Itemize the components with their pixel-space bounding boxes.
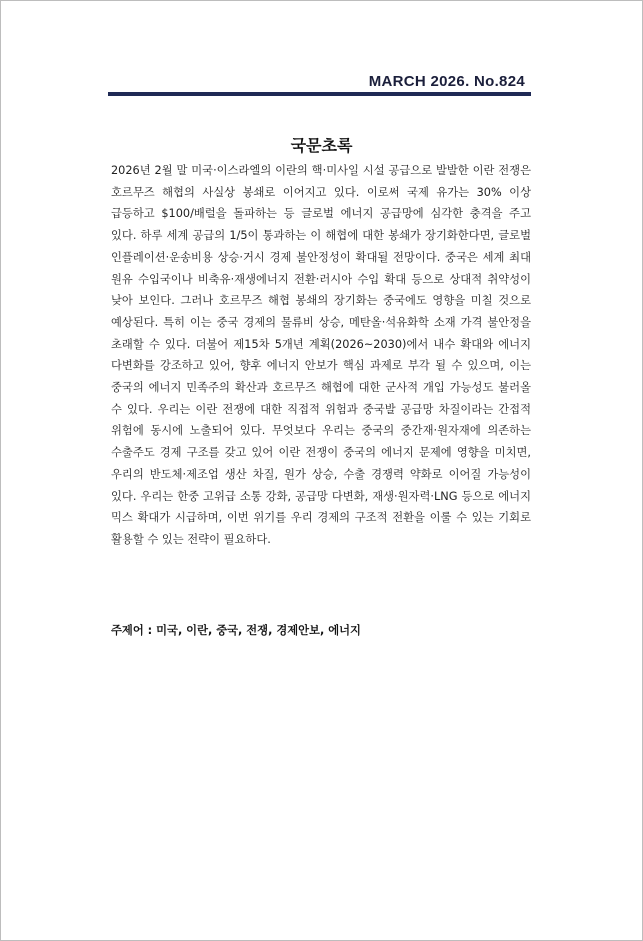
abstract-paragraph: 2026년 2월 말 미국·이스라엘의 이란의 핵·미사일 시설 공급으로 발발한 이란 전쟁은 호르무즈 해협의 사실상 봉쇄로 이어지고 있다. 이로써 국제 유가는 30% 이상 급등하고 $100/배럴을 돌파하는 등 글로벌 에너지 공급망에 심각한 충격을 주고 있다. 하루 세계 공급의 1/5이 통과하는 이 해협에 대한 봉쇄가 장기화한다면, 글로벌 인플레이션·운송비용 상승·거시 경제 불안정성이 확대될 전망이다. 중국은 세계 최대 원유 수입국이나 비축유·재생에너지 전환·러시아 수입 확대 등으로 상대적 취약성이 낮아 보인다. 그러나 호르무즈 해협 봉쇄의 장기화는 중국에도 영향을 미칠 것으로 예상된다. 특히 이는 중국 경제의 물류비 상승, 메탄올·석유화학 소재 가격 불안정을 초래할 수 있다. 더불어 제15차 5개년 계획(2026~2030)에서 내수 확대와 에너지 다변화를 강조하고 있어, 향후 에너지 안보가 핵심 과제로 부각 될 수 있으며, 이는 중국의 에너지 민족주의 확산과 호르무즈 해협에 대한 군사적 개입 가능성도 불러올 수 있다. 우리는 이란 전쟁에 대한 직접적 위험과 중국발 공급망 차질이라는 간접적 위험에 동시에 노출되어 있다. 무엇보다 우리는 중국의 중간재·원자재에 의존하는 수출주도 경제 구조를 갖고 있어 이란 전쟁이 중국의 에너지 문제에 영향을 미치면, 우리의 반도체·제조업 생산 차질, 원가 상승, 수출 경쟁력 약화로 이어질 가능성이 있다. 우리는 한중 고위급 소통 강화, 공급망 다변화, 재생·원자력·LNG 등으로 에너지 믹스 확대가 시급하며, 이번 위기를 우리 경제의 구조적 전환을 이룰 수 있는 기회로 활용할 수 있는 전략이 필요하다.: [111, 164, 531, 546]
abstract-body: [111, 160, 531, 551]
header-rule: [108, 92, 531, 96]
abstract-title: 국문초록: [290, 136, 353, 155]
keywords: 주제어 : 미국, 이란, 중국, 전쟁, 경제안보, 에너지: [111, 624, 361, 637]
issue-header: MARCH 2026. No.824: [368, 73, 525, 90]
